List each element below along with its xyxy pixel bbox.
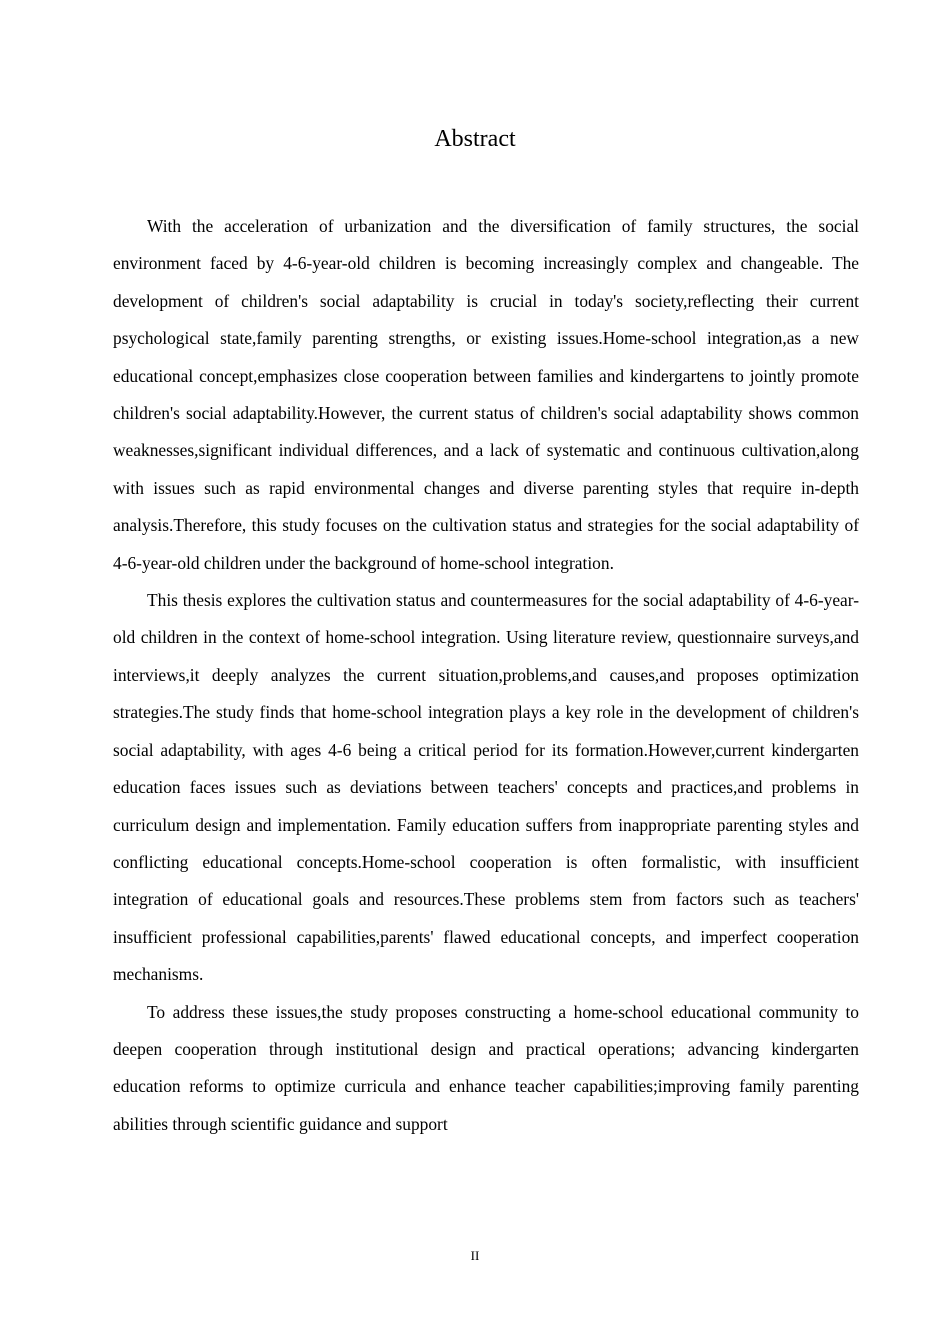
abstract-body xyxy=(113,208,859,1143)
page-number: II xyxy=(470,1248,480,1263)
abstract-paragraph-1: With the acceleration of urbanization and the diversification of family structures, the social environment faced by 4-6-year-old children is becoming increasingly complex and changeable. The development of children's social adaptability is crucial in today's society,reflecting their current psychological state,family parenting strengths, or existing issues.Home-school integration,as a new educational concept,emphasizes close cooperation between families and kindergartens to jointly promote children's social adaptability.However, the current status of children's social adaptability shows common weaknesses,significant individual differences, and a lack of systematic and continuous cultivation,along with issues such as rapid environmental changes and diverse parenting styles that require in-depth analysis.Therefore, this study focuses on the cultivation status and strategies for the social adaptability of 4-6-year-old children under the background of home-school integration. xyxy=(113,216,859,573)
abstract-paragraph-2: This thesis explores the cultivation status and countermeasures for the social adaptability of 4-6-year-old children in the context of home-school integration. Using literature review, questionnaire surveys,and interviews,it deeply analyzes the current situation,problems,and causes,and proposes optimization strategies.The study finds that home-school integration plays a key role in the development of children's social adaptability, with ages 4-6 being a critical period for its formation.However,current kindergarten education faces issues such as deviations between teachers' concepts and practices,and problems in curriculum design and implementation. Family education suffers from inappropriate parenting styles and conflicting educational concepts.Home-school cooperation is often formalistic, with insufficient integration of educational goals and resources.These problems stem from factors such as teachers' insufficient professional capabilities,parents' flawed educational concepts, and imperfect cooperation mechanisms. xyxy=(113,590,859,985)
abstract-title: Abstract xyxy=(434,126,516,152)
abstract-paragraph-3: To address these issues,the study proposes constructing a home-school educational community to deepen cooperation through institutional design and practical operations; advancing kindergarten education reforms to optimize curricula and enhance teacher capabilities;improving family parenting abilities through scientific guidance and support xyxy=(113,1001,859,1134)
